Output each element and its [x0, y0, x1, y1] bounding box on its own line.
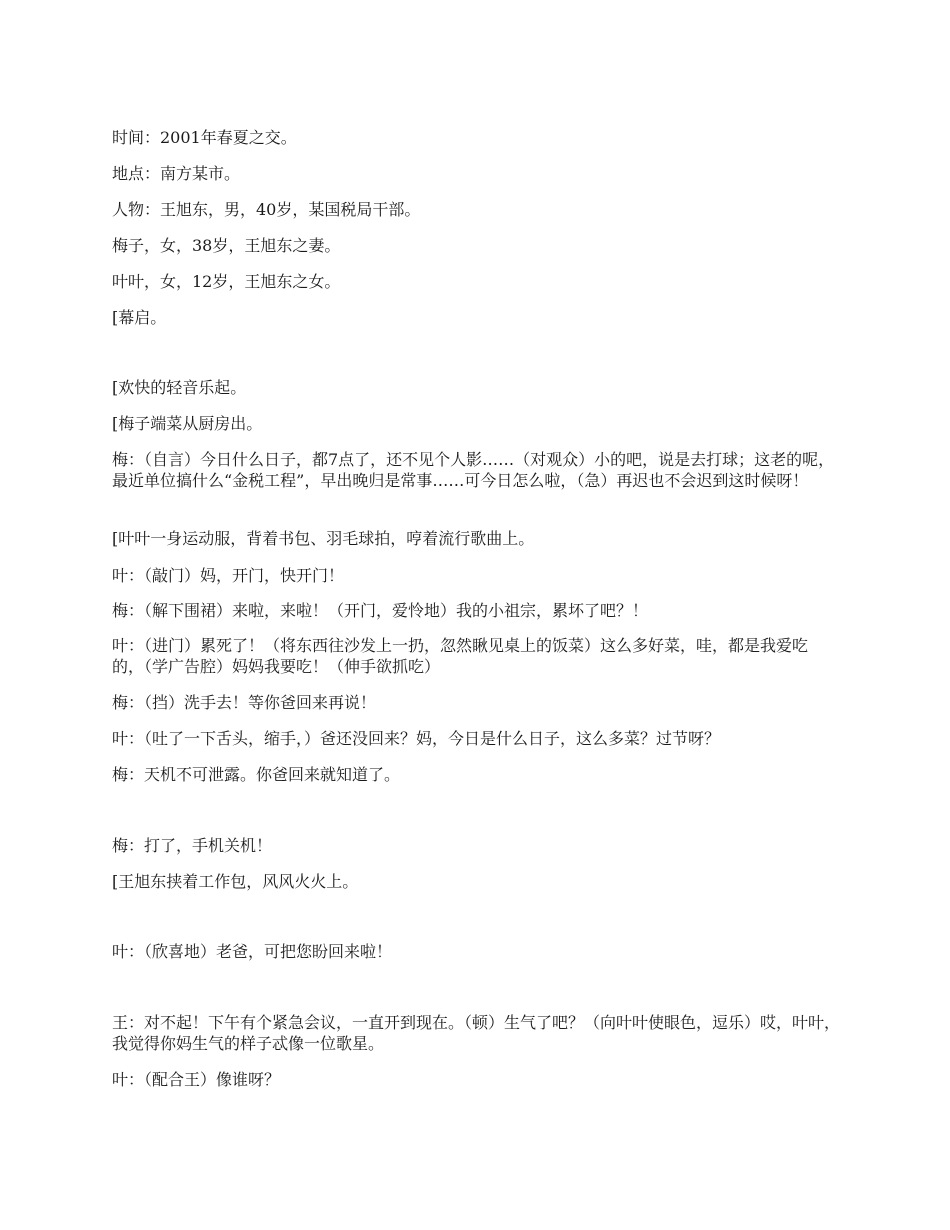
- stage-direction: [梅子端菜从厨房出。: [112, 414, 263, 433]
- dialogue-line: 叶：（吐了一下舌头，缩手，）爸还没回来？妈，今日是什么日子，这么多菜？过节呀？: [112, 729, 721, 748]
- stage-direction: [欢快的轻音乐起。: [112, 378, 247, 397]
- dialogue-line: 王：对不起！下午有个紧急会议，一直开到现在。（顿）生气了吧？（向叶叶使眼色，逗乐）哎，叶叶，我觉得你妈生气的样子忒像一位歌星。: [112, 1013, 841, 1053]
- stage-direction: [叶叶一身运动服，背着书包、羽毛球拍，哼着流行歌曲上。: [112, 529, 535, 548]
- paragraph-character-mei: 梅子，女，38岁，王旭东之妻。: [112, 236, 341, 255]
- stage-direction: [幕启。: [112, 308, 167, 327]
- dialogue-line: 梅：（自言）今日什么日子，都7点了，还不见个人影……（对观众）小的吧，说是去打球；这老的呢，最近单位搞什么“金税工程”，早出晚归是常事……可今日怎么啦，（急）再迟也不会迟到这时候呀！: [112, 450, 835, 490]
- dialogue-line: 叶：（欣喜地）老爸，可把您盼回来啦！: [112, 942, 393, 961]
- dialogue-line: 梅：打了，手机关机！: [112, 836, 273, 855]
- paragraph-character-ye: 叶叶，女，12岁，王旭东之女。: [112, 272, 341, 291]
- dialogue-line: 叶：（敲门）妈，开门，快开门！: [112, 566, 345, 585]
- dialogue-line: 梅：天机不可泄露。你爸回来就知道了。: [112, 765, 401, 784]
- dialogue-line: 叶：（进门）累死了！（将东西往沙发上一扔，忽然瞅见桌上的饭菜）这么多好菜，哇，都是我爱吃的，（学广告腔）妈妈我要吃！（伸手欲抓吃）: [112, 636, 809, 676]
- paragraph-time: 时间：2001年春夏之交。: [112, 128, 297, 147]
- dialogue-line: 梅：（挡）洗手去！等你爸回来再说！: [112, 693, 377, 712]
- dialogue-line: 叶：（配合王）像谁呀？: [112, 1070, 281, 1089]
- stage-direction: [王旭东挟着工作包，风风火火上。: [112, 872, 359, 891]
- dialogue-line: 梅：（解下围裙）来啦，来啦！（开门，爱怜地）我的小祖宗，累坏了吧？！: [112, 601, 649, 620]
- paragraph-character-wang: 人物：王旭东，男，40岁，某国税局干部。: [112, 200, 421, 219]
- paragraph-place: 地点：南方某市。: [112, 164, 241, 183]
